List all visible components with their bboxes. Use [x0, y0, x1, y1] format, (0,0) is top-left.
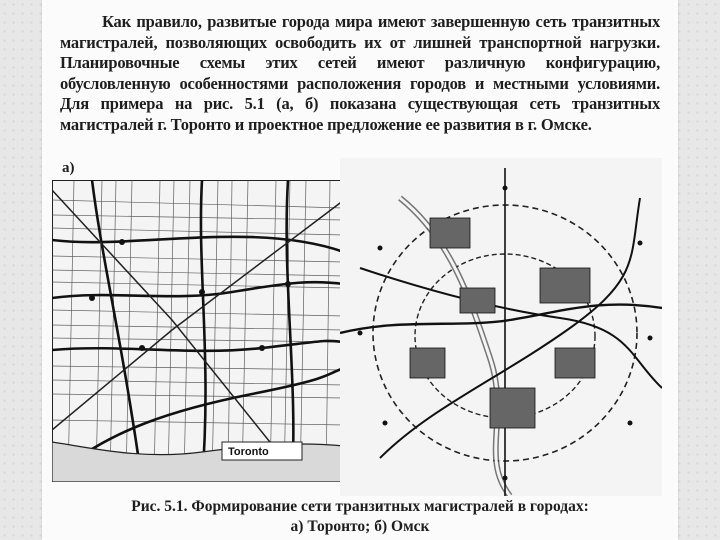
figure-label-a: а) [62, 160, 75, 176]
toronto-map-label: Toronto [228, 446, 269, 458]
figure-caption-line2: а) Торонто; б) Омск [290, 518, 430, 535]
intro-paragraph: Как правило, развитые города мира имеют завершенную сеть транзитных магистралей, позволяющих освободить их от лишней транспортной нагрузки. Планировочные схемы этих сетей имеют различную конфигурацию, обусловленную особенностями расположения городов и местными условиями. Для примера на рис. 5.1 (а, б) показана существующая сеть транзитных магистралей г. Торонто и проектное предложение ее развития в г. Омске. [60, 12, 660, 134]
document-page [42, 0, 678, 540]
toronto-map [52, 180, 344, 482]
body-text [60, 12, 660, 135]
figure-caption-line1: Рис. 5.1. Формирование сети транзитных магистралей в городах: [131, 498, 589, 515]
omsk-map [340, 158, 662, 496]
